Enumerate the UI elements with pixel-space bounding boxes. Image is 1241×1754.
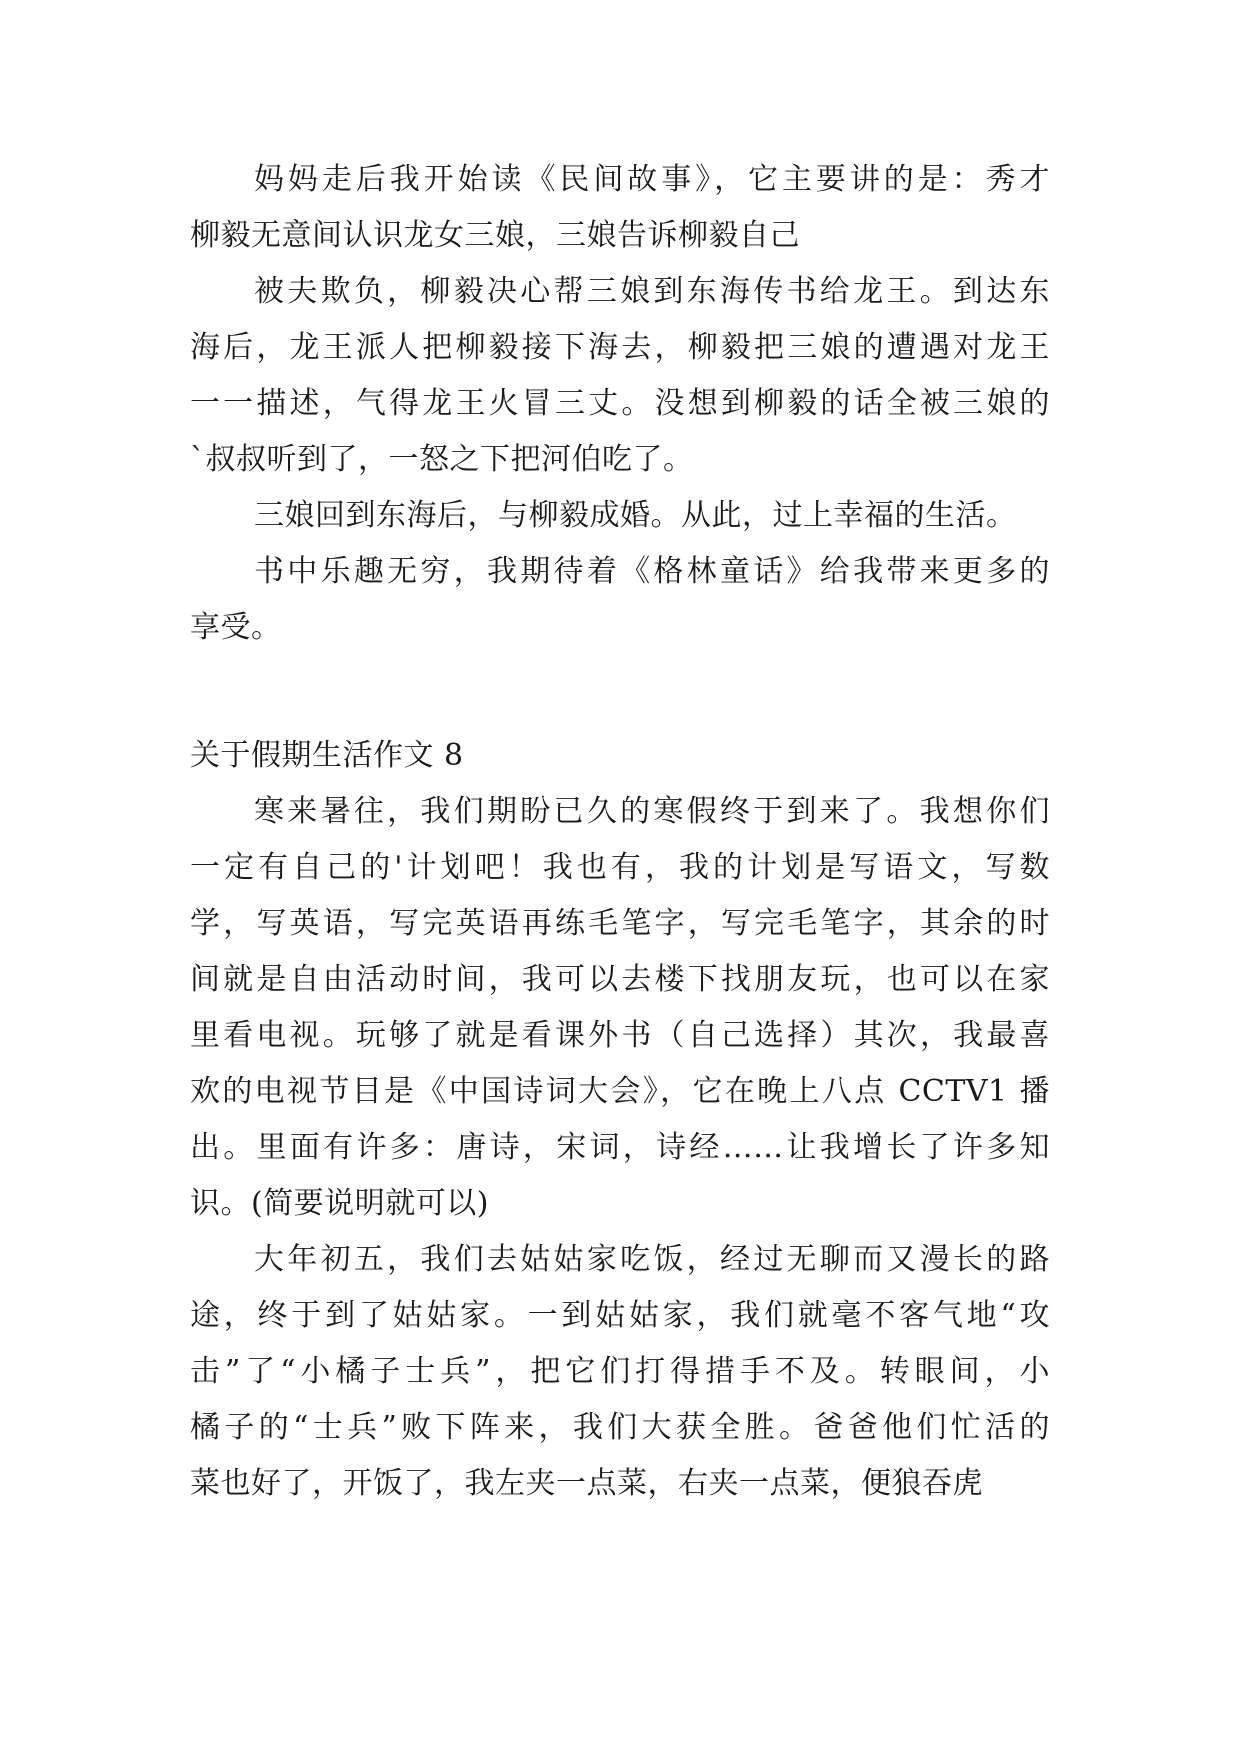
text-line: 书中乐趣无穷，我期待着《格林童话》给我带来更多的 (254, 554, 1050, 589)
paragraph (190, 784, 1050, 1232)
text-line: 里看电视。玩够了就是看课外书（自己选择）其次，我最喜 (190, 1018, 1050, 1053)
text-line: 菜也好了，开饭了，我左夹一点菜，右夹一点菜，便狼吞虎 (190, 1466, 983, 1501)
paragraph (190, 264, 1050, 488)
text-line: 被夫欺负，柳毅决心帮三娘到东海传书给龙王。到达东 (254, 274, 1050, 309)
text-line: 享受。 (190, 610, 282, 645)
essay-text-block (190, 728, 1050, 1512)
section-heading: 关于假期生活作文 8 (190, 738, 464, 773)
text-line: 学，写英语，写完英语再练毛笔字，写完毛笔字，其余的时 (190, 906, 1050, 941)
text-line: 大年初五，我们去姑姑家吃饭，经过无聊而又漫长的路 (254, 1242, 1050, 1277)
paragraph (190, 544, 1050, 656)
text-line: 欢的电视节目是《中国诗词大会》，它在晚上八点 CCTV1 播 (190, 1074, 1050, 1109)
text-line: 途，终于到了姑姑家。一到姑姑家，我们就毫不客气地“攻 (190, 1298, 1050, 1333)
text-line: 柳毅无意间认识龙女三娘，三娘告诉柳毅自己 (190, 218, 800, 253)
text-line: 击”了“小橘子士兵”，把它们打得措手不及。转眼间，小 (190, 1354, 1050, 1389)
text-line: 妈妈走后我开始读《民间故事》，它主要讲的是：秀才 (254, 162, 1050, 197)
text-line: 寒来暑往，我们期盼已久的寒假终于到来了。我想你们 (254, 794, 1050, 829)
text-line: 海后，龙王派人把柳毅接下海去，柳毅把三娘的遭遇对龙王 (190, 330, 1050, 365)
story-text-block (190, 152, 1050, 656)
paragraph (190, 488, 1050, 544)
text-line: 橘子的“士兵”败下阵来，我们大获全胜。爸爸他们忙活的 (190, 1410, 1050, 1445)
text-line: 间就是自由活动时间，我可以去楼下找朋友玩，也可以在家 (190, 962, 1050, 997)
paragraph (190, 1232, 1050, 1512)
paragraph (190, 152, 1050, 264)
text-line: 一一描述，气得龙王火冒三丈。没想到柳毅的话全被三娘的 (190, 386, 1050, 421)
text-line: 识。(简要说明就可以) (190, 1186, 489, 1221)
text-line: 一定有自己的'计划吧！我也有，我的计划是写语文，写数 (190, 850, 1050, 885)
text-line: 三娘回到东海后，与柳毅成婚。从此，过上幸福的生活。 (254, 498, 1017, 533)
text-line: 出。里面有许多：唐诗，宋词，诗经……让我增长了许多知 (190, 1130, 1050, 1165)
text-line: `叔叔听到了，一怒之下把河伯吃了。 (190, 442, 694, 477)
